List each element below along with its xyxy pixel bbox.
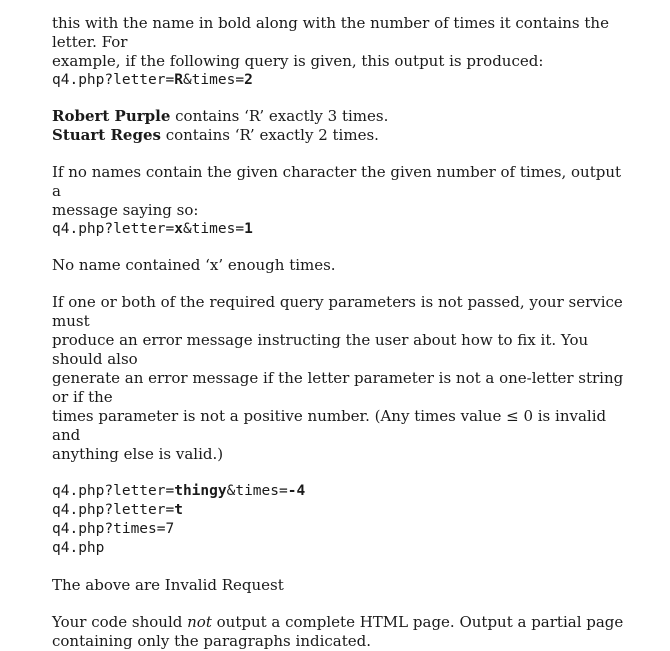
final-after: output a complete HTML page. Output a partial page	[211, 613, 624, 631]
query-letter-value: R	[174, 72, 183, 88]
query-letter-value: thingy	[174, 483, 227, 499]
invalid-examples	[52, 482, 632, 558]
error-line-3: generate an error message if the letter parameter is not a one-letter string or if the	[52, 369, 624, 406]
no-match-output: No name contained ‘x’ enough times.	[52, 256, 336, 274]
no-match-line-2: message saying so:	[52, 201, 199, 219]
result-text-1: contains ‘R’ exactly 3 times.	[170, 107, 389, 125]
example-output-1	[52, 107, 632, 145]
query-times-value: -4	[287, 483, 306, 499]
query-letter-value: t	[174, 502, 183, 518]
query-prefix: q4.php?letter=	[52, 483, 175, 499]
final-emphasis: not	[187, 613, 212, 631]
invalid-query-3: q4.php?times=7	[52, 521, 175, 537]
invalid-query-1	[52, 482, 632, 501]
no-match-paragraph	[52, 163, 632, 220]
query-prefix: q4.php?letter=	[52, 502, 175, 518]
query-times-key: &times=	[182, 72, 245, 88]
no-match-line-1: If no names contain the given character the given number of times, output a	[52, 163, 622, 200]
result-name-1: Robert Purple	[52, 107, 171, 125]
query-letter-value: x	[174, 221, 183, 237]
final-line-2: containing only the paragraphs indicated.	[52, 632, 371, 650]
intro-paragraph	[52, 14, 632, 71]
invalid-query-4: q4.php	[52, 540, 105, 556]
error-line-1: If one or both of the required query parameters is not passed, your service must	[52, 293, 623, 330]
final-before: Your code should	[52, 613, 188, 631]
query-times-value: 1	[244, 221, 253, 237]
invalid-note: The above are Invalid Request	[52, 576, 284, 594]
intro-line-1: this with the name in bold along with the number of times it contains the letter. For	[52, 14, 609, 51]
error-line-2: produce an error message instructing the user about how to fix it. You should also	[52, 331, 589, 368]
query-prefix: q4.php?letter=	[52, 72, 175, 88]
error-paragraph	[52, 293, 632, 464]
query-prefix: q4.php?letter=	[52, 221, 175, 237]
result-text-2: contains ‘R’ exactly 2 times.	[160, 126, 379, 144]
error-line-5: anything else is valid.)	[52, 445, 224, 463]
final-paragraph	[52, 613, 632, 651]
query-times-value: 2	[244, 72, 253, 88]
error-line-4: times parameter is not a positive number. (Any times value ≤ 0 is invalid and	[52, 407, 607, 444]
document-page	[52, 14, 632, 651]
invalid-query-2	[52, 501, 632, 520]
query-times-key: &times=	[182, 221, 245, 237]
result-name-2: Stuart Reges	[52, 126, 161, 144]
intro-line-2: example, if the following query is given, this output is produced:	[52, 52, 544, 70]
example-query-2	[52, 220, 632, 239]
example-query-1	[52, 71, 632, 90]
query-times-key: &times=	[226, 483, 288, 499]
